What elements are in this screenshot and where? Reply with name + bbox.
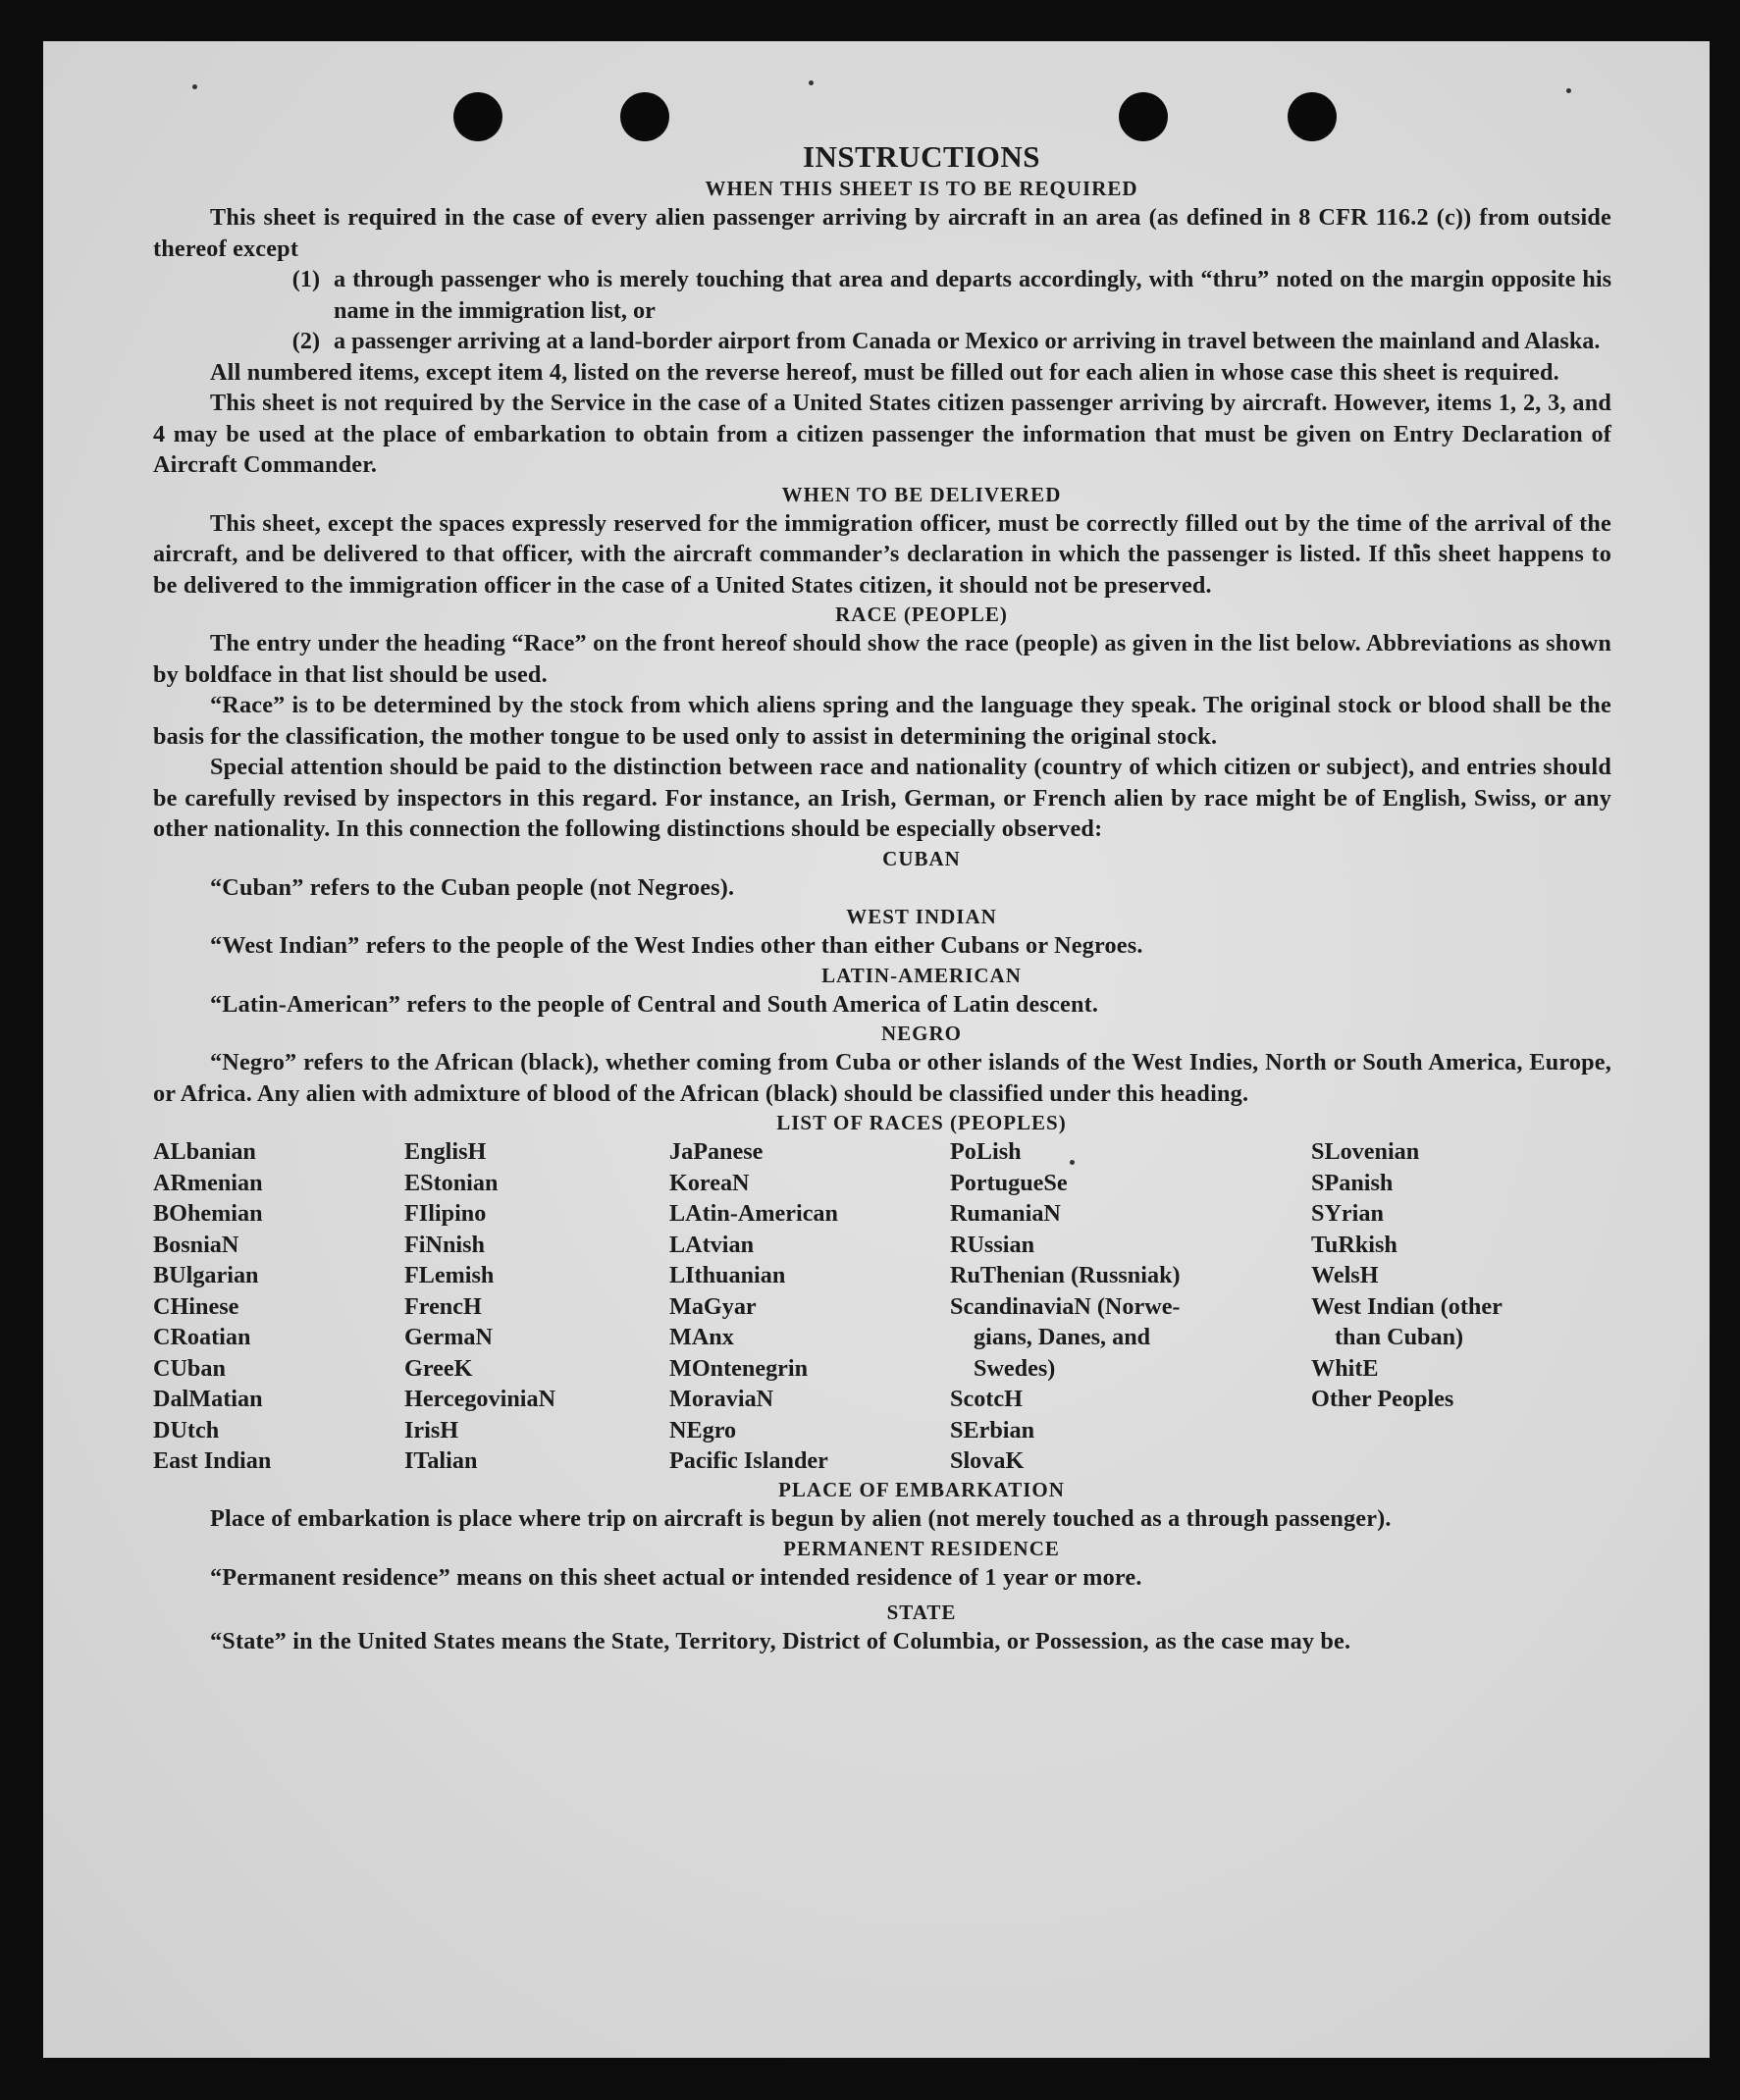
paragraph: “Permanent residence” means on this sheet actual or intended residence of 1 year or more.	[210, 1563, 1142, 1591]
race-entry: Pacific Islander	[669, 1447, 828, 1474]
section-heading: WHEN THIS SHEET IS TO BE REQUIRED	[705, 177, 1138, 200]
instructions-content	[153, 139, 1611, 1657]
race-entry: MoraviaN	[669, 1386, 774, 1412]
race-entry: ITalian	[404, 1447, 478, 1474]
race-entry: LAtin-American	[669, 1200, 838, 1227]
race-entry: than Cuban)	[1335, 1324, 1464, 1350]
paragraph: “Latin-American” refers to the people of Central and South America of Latin descent.	[210, 990, 1099, 1018]
item-text: a passenger arriving at a land-border airport from Canada or Mexico or arriving in travel between the mainland and Alaska.	[334, 328, 1601, 354]
race-entry: FiNnish	[404, 1231, 485, 1258]
race-entry: East Indian	[153, 1447, 272, 1474]
paragraph: “Race” is to be determined by the stock from which aliens spring and the language they speak. The original stock or blood shall be the basis for the classification, the mother tongue to be used only to assist in determining the original stock.	[153, 692, 1611, 750]
race-entry: MaGyar	[669, 1292, 757, 1320]
race-entry: IrisH	[404, 1416, 459, 1444]
race-entry: FrencH	[404, 1292, 482, 1320]
paragraph: This sheet is required in the case of every alien passenger arriving by aircraft in an area (as defined in 8 CFR 116.2 (c)) from outside thereof except	[153, 204, 1611, 262]
race-entry: RuThenian (Russniak)	[950, 1262, 1181, 1288]
section-heading: NEGRO	[880, 1022, 962, 1045]
paragraph: All numbered items, except item 4, listed on the reverse hereof, must be filled out for each alien in whose case this sheet is required.	[210, 358, 1559, 386]
race-entry: GermaN	[404, 1324, 493, 1350]
race-entry: RumaniaN	[950, 1200, 1061, 1227]
race-entry: Swedes)	[974, 1354, 1056, 1382]
race-entry: Other Peoples	[1311, 1386, 1454, 1412]
race-entry: BOhemian	[153, 1200, 263, 1227]
race-entry: SErbian	[950, 1416, 1035, 1444]
speck	[192, 84, 197, 89]
paragraph: This sheet is not required by the Service in the case of a United States citizen passenger arriving by aircraft. However, items 1, 2, 3, and 4 may be used at the place of embarkation to obtain from a citizen passenger the information that must be given on Entry Declaration of Aircraft Commander.	[153, 390, 1611, 478]
race-entry: ScotcH	[950, 1386, 1023, 1412]
race-entry: EStonian	[404, 1169, 499, 1196]
punch-hole	[1288, 92, 1337, 141]
race-entry: CUban	[153, 1354, 226, 1382]
paragraph: “Cuban” refers to the Cuban people (not Negroes).	[210, 873, 735, 901]
item-text: a through passenger who is merely touching that area and departs accordingly, with “thru” noted on the margin opposite his name in the immigration list, or	[334, 266, 1611, 324]
race-entry: gians, Danes, and	[974, 1324, 1151, 1350]
section-heading: PERMANENT RESIDENCE	[783, 1536, 1060, 1560]
race-entry: TuRkish	[1311, 1231, 1397, 1258]
races-list	[153, 1136, 1611, 1476]
section-heading: LIST OF RACES (PEOPLES)	[776, 1111, 1067, 1134]
race-entry: PoLish	[950, 1138, 1022, 1165]
paragraph: The entry under the heading “Race” on the front hereof should show the race (people) as given in the list below. Abbreviations as shown by boldface in that list should be used.	[153, 630, 1611, 688]
section-heading: WHEN TO BE DELIVERED	[781, 482, 1062, 506]
races-column	[1311, 1136, 1503, 1415]
paragraph: “West Indian” refers to the people of the West Indies other than either Cubans or Negroes.	[210, 932, 1143, 959]
races-column	[669, 1136, 838, 1477]
race-entry: DalMatian	[153, 1386, 263, 1412]
races-column	[404, 1136, 555, 1477]
races-column	[153, 1136, 271, 1477]
section-heading: STATE	[886, 1601, 957, 1624]
punch-hole	[620, 92, 669, 141]
punch-hole	[453, 92, 502, 141]
paragraph: “State” in the United States means the State, Territory, District of Columbia, or Possession, as the case may be.	[210, 1628, 1351, 1654]
race-entry: RUssian	[950, 1231, 1035, 1258]
race-entry: ALbanian	[153, 1138, 256, 1165]
race-entry: HercegoviniaN	[404, 1386, 556, 1412]
paragraph: Special attention should be paid to the distinction between race and nationality (country of which citizen or subject), and entries should be carefully revised by inspectors in this regard. For instance, an Irish, German, or French alien by race might be of English, Swiss, or any other nationality. In this connection the following distinctions should be especially observed:	[153, 754, 1611, 842]
speck	[809, 80, 814, 85]
race-entry: FIlipino	[404, 1200, 487, 1227]
race-entry: KoreaN	[669, 1169, 750, 1196]
document-page	[43, 41, 1710, 2058]
race-entry: GreeK	[404, 1354, 473, 1382]
races-column	[950, 1136, 1181, 1477]
paragraph: Place of embarkation is place where trip on aircraft is begun by alien (not merely touched as a through passenger).	[210, 1505, 1392, 1532]
page-title: INSTRUCTIONS	[802, 139, 1040, 174]
race-entry: ARmenian	[153, 1169, 263, 1196]
paragraph: “Negro” refers to the African (black), whether coming from Cuba or other islands of the West Indies, North or South America, Europe, or Africa. Any alien with admixture of blood of the African (black) should be classified under this heading.	[153, 1049, 1611, 1107]
race-entry: EnglisH	[404, 1138, 487, 1165]
section-heading: LATIN-AMERICAN	[821, 963, 1022, 987]
race-entry: PortugueSe	[950, 1169, 1068, 1196]
race-entry: BosniaN	[153, 1231, 239, 1258]
race-entry: NEgro	[669, 1416, 737, 1444]
speck	[1566, 88, 1571, 93]
race-entry: MAnx	[669, 1324, 734, 1350]
punch-hole	[1119, 92, 1168, 141]
race-entry: JaPanese	[669, 1138, 764, 1165]
race-entry: SLovenian	[1311, 1138, 1420, 1165]
race-entry: DUtch	[153, 1416, 220, 1444]
race-entry: WhitE	[1311, 1354, 1379, 1382]
section-heading: PLACE OF EMBARKATION	[778, 1478, 1065, 1501]
item-number: (2)	[291, 328, 320, 354]
race-entry: CRoatian	[153, 1324, 251, 1350]
race-entry: CHinese	[153, 1292, 239, 1320]
race-entry: SlovaK	[950, 1447, 1025, 1474]
race-entry: West Indian (other	[1311, 1292, 1503, 1320]
section-heading: RACE (PEOPLE)	[835, 603, 1008, 626]
race-entry: WelsH	[1311, 1262, 1379, 1288]
list-item	[153, 326, 1611, 357]
race-entry: ScandinaviaN (Norwe-	[950, 1292, 1181, 1320]
paragraph: This sheet, except the spaces expressly reserved for the immigration officer, must be correctly filled out by the time of the arrival of the aircraft, and be delivered to that officer, with the aircraft commander’s declaration in which the passenger is listed. If this sheet happens to be delivered to the immigration officer in the case of a United States citizen, it should not be preserved.	[153, 509, 1611, 599]
race-entry: LIthuanian	[669, 1262, 786, 1288]
list-item	[153, 264, 1611, 326]
item-number: (1)	[291, 266, 320, 292]
race-entry: SYrian	[1311, 1200, 1384, 1227]
section-heading: CUBAN	[882, 846, 961, 870]
race-entry: LAtvian	[669, 1231, 755, 1258]
race-entry: FLemish	[404, 1262, 495, 1288]
race-entry: SPanish	[1311, 1169, 1394, 1196]
section-heading: WEST INDIAN	[846, 905, 997, 928]
race-entry: BUlgarian	[153, 1262, 259, 1288]
race-entry: MOntenegrin	[669, 1354, 809, 1382]
